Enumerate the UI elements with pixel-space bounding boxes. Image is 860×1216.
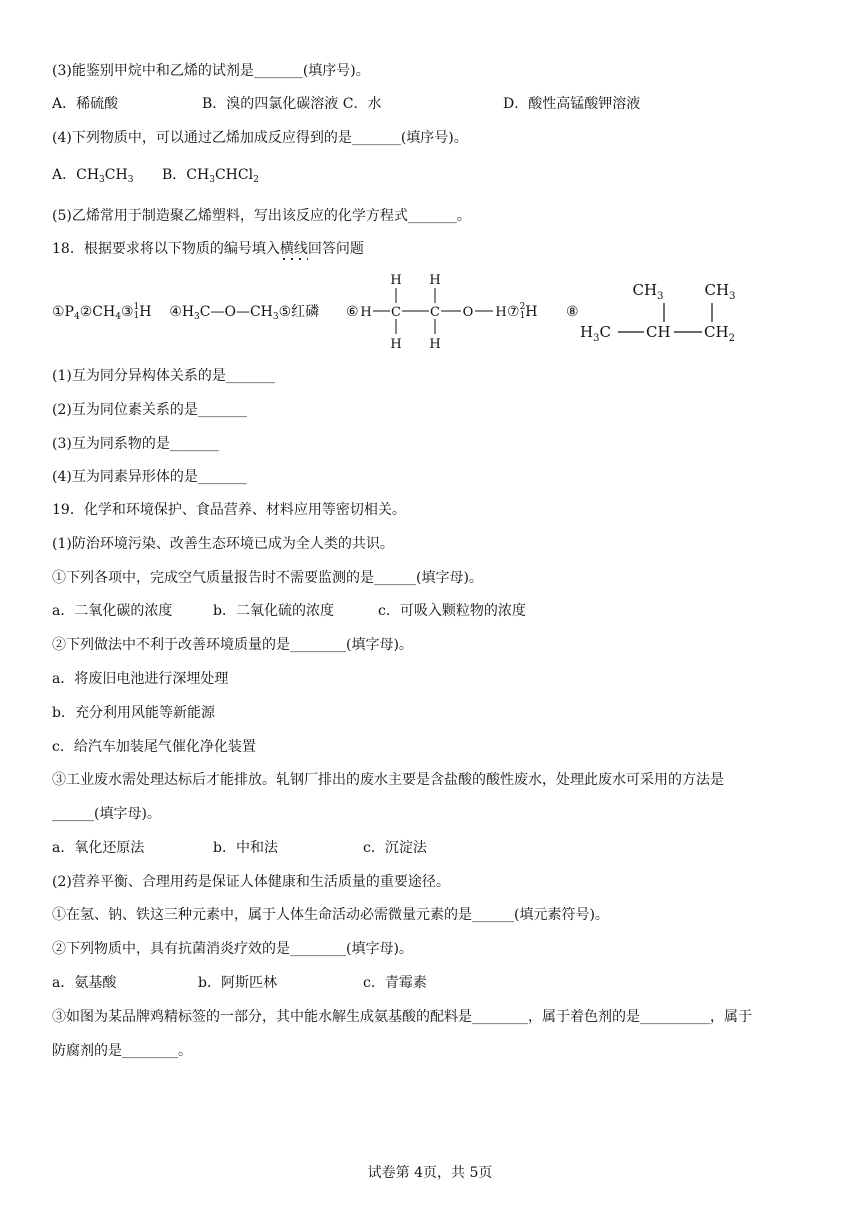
ethanol-h-left: H bbox=[360, 305, 372, 320]
q19-part1-q3-line1: ③工业废水需处理达标后才能排放。轧钢厂排出的废水主要是含盐酸的酸性废水，处理此废水可采用的方法是 bbox=[52, 772, 724, 788]
q17-part4-option-b: B．$CH_3CHCl_2$ bbox=[162, 167, 259, 185]
q19-part2-q3-line1: ③如图为某品牌鸡精标签的一部分，其中能水解生成氨基酸的配料是________，属于着色剂的是__________，属于 bbox=[52, 1009, 752, 1025]
q19-part2-q2: ②下列物质中，具有抗菌消炎疗效的是________(填字母)。 bbox=[52, 941, 413, 957]
page-footer: 试卷第 4页，共 5页 bbox=[367, 1165, 493, 1181]
q19-part2: (2)营养平衡、合理用药是保证人体健康和生活质量的重要途径。 bbox=[52, 874, 450, 890]
q19-part1-q3-option-c: c．沉淀法 bbox=[363, 840, 427, 856]
q17-part3-option-bc: B．溴的四氯化碳溶液 C．水 bbox=[202, 96, 382, 112]
q19-stem: 19．化学和环境保护、食品营养、材料应用等密切相关。 bbox=[52, 502, 406, 518]
q17-part3-option-a: A．稀硫酸 bbox=[52, 96, 119, 112]
q18-sub-4: (4)互为同素异形体的是_______ bbox=[52, 469, 247, 485]
q19-part1-q1-option-b: b．二氧化硫的浓度 bbox=[213, 603, 334, 619]
q18-item-7: ⑦ 2 1 H bbox=[507, 302, 538, 321]
ethanol-h-top-2: H bbox=[429, 273, 441, 288]
ethanol-c-2: C bbox=[430, 305, 440, 320]
q18-sub-3: (3)互为同系物的是_______ bbox=[52, 436, 219, 452]
h3c-left: $H_3C$ bbox=[580, 323, 611, 344]
ethanol-h-top-1: H bbox=[390, 273, 402, 288]
q19-part1-q3-option-a: a．氧化还原法 bbox=[52, 840, 145, 856]
q17-part3: (3)能鉴别甲烷中和乙烯的试剂是_______(填序号)。 bbox=[52, 63, 370, 79]
q19-part2-q2-option-a: a．氨基酸 bbox=[52, 975, 117, 991]
q17-part4: (4)下列物质中，可以通过乙烯加成反应得到的是_______(填序号)。 bbox=[52, 130, 468, 146]
q18-stem-emphasis: 横线 bbox=[280, 241, 308, 261]
q17-part4-option-a: A．$CH_3CH_3$ bbox=[52, 167, 134, 185]
ch3-top-1: $CH_3$ bbox=[632, 281, 664, 302]
q19-part1-q1-option-a: a．二氧化碳的浓度 bbox=[52, 603, 173, 619]
q19-part2-q2-option-b: b．阿斯匹林 bbox=[198, 975, 277, 991]
q19-part1: (1)防治环境污染、改善生态环境已成为全人类的共识。 bbox=[52, 536, 394, 552]
q19-part1-q2-option-b: b．充分利用风能等新能源 bbox=[52, 705, 215, 721]
ethanol-h-bottom-1: H bbox=[390, 337, 402, 352]
q19-part2-q3-line2: 防腐剂的是________。 bbox=[52, 1043, 192, 1059]
branched-alkane-structure bbox=[578, 278, 748, 344]
ethanol-o: O bbox=[462, 305, 474, 320]
q18-stem: 18．根据要求将以下物质的编号填入横线回答问题 bbox=[52, 239, 364, 259]
q19-part1-q1-option-c: c．可吸入颗粒物的浓度 bbox=[378, 603, 526, 619]
ethanol-c-1: C bbox=[391, 305, 401, 320]
q17-part3-option-d: D．酸性高锰酸钾溶液 bbox=[503, 96, 641, 112]
q19-part2-q1: ①在氢、钠、铁这三种元素中，属于人体生命活动必需微量元素的是______(填元素符号)。 bbox=[52, 907, 609, 923]
ch2-right: $CH_2$ bbox=[704, 323, 735, 344]
q19-part2-q2-option-c: c．青霉素 bbox=[363, 975, 427, 991]
q18-sub-2: (2)互为同位素关系的是_______ bbox=[52, 402, 247, 418]
q18-sub-1: (1)互为同分异构体关系的是_______ bbox=[52, 368, 275, 384]
ch-middle: CH bbox=[646, 323, 671, 341]
q19-part1-q3-option-b: b．中和法 bbox=[213, 840, 278, 856]
q19-part1-q2: ②下列做法中不利于改善环境质量的是________(填字母)。 bbox=[52, 637, 413, 653]
ethanol-h-bottom-2: H bbox=[429, 337, 441, 352]
q19-part1-q2-option-c: c．给汽车加装尾气催化净化装置 bbox=[52, 739, 256, 755]
q18-items-1-5: $①P_4②CH_4③$ 1 1 H $④H_3C—O—CH_3⑤$红磷 bbox=[52, 302, 320, 322]
ch3-top-2: $CH_3$ bbox=[704, 281, 736, 302]
ethanol-structure bbox=[360, 270, 510, 354]
ethanol-h-right: H bbox=[495, 305, 507, 320]
q19-part1-q1: ①下列各项中，完成空气质量报告时不需要监测的是______(填字母)。 bbox=[52, 570, 483, 586]
q17-part5: (5)乙烯常用于制造聚乙烯塑料，写出该反应的化学方程式_______。 bbox=[52, 208, 471, 224]
q18-item-8-label: ⑧ bbox=[566, 304, 579, 320]
q19-part1-q2-option-a: a．将废旧电池进行深埋处理 bbox=[52, 671, 229, 687]
q19-part1-q3-line2: ______(填字母)。 bbox=[52, 806, 161, 822]
q18-item-6-label: ⑥ bbox=[346, 304, 359, 320]
